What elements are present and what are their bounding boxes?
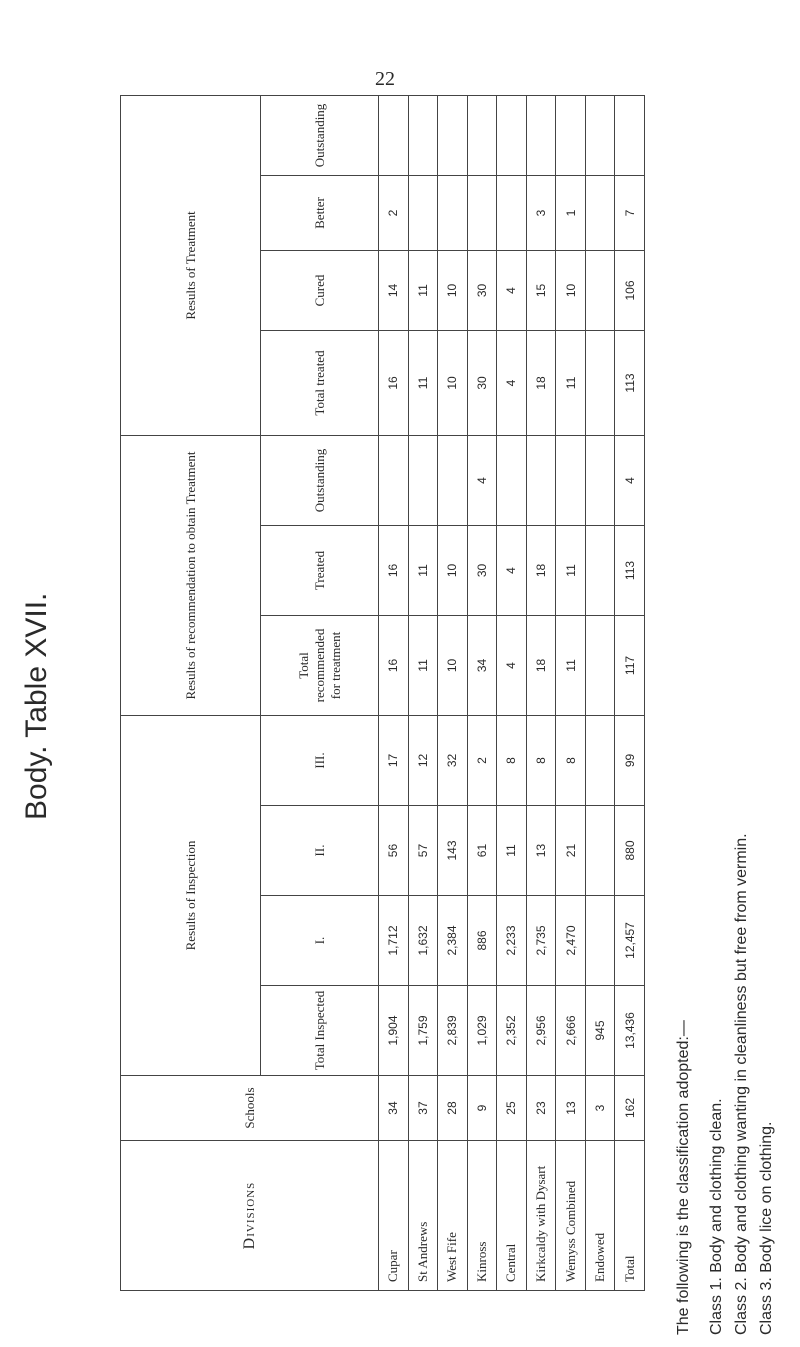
class3-cell: 2 <box>467 715 497 805</box>
header-inspection: Results of Inspection <box>121 715 261 1075</box>
total-treated-cell: 11 <box>408 330 438 435</box>
table-container <box>120 96 645 1291</box>
classification-class-3: Class 3. Body lice on clothing. <box>758 1121 775 1335</box>
division-name: Wemyss Combined <box>556 1141 586 1291</box>
total-treated-rec: 113 <box>615 525 645 615</box>
class1-cell: 2,384 <box>438 896 468 986</box>
better-cell <box>408 175 438 250</box>
class3-cell <box>585 715 615 805</box>
class1-cell <box>585 896 615 986</box>
class3-cell: 32 <box>438 715 468 805</box>
header-treated: Treated <box>261 525 379 615</box>
better-cell <box>438 175 468 250</box>
outstanding2-cell <box>438 95 468 175</box>
inspected-cell: 1,029 <box>467 986 497 1076</box>
outstanding2-cell <box>526 95 556 175</box>
table-row <box>497 95 527 1290</box>
header-cured: Cured <box>261 250 379 330</box>
schools-cell: 37 <box>408 1076 438 1141</box>
recommended-cell <box>585 615 615 715</box>
inspected-cell: 1,759 <box>408 986 438 1076</box>
schools-cell: 9 <box>467 1076 497 1141</box>
total-treated-cell <box>585 330 615 435</box>
inspected-cell: 2,352 <box>497 986 527 1076</box>
schools-cell: 25 <box>497 1076 527 1141</box>
total-class3: 99 <box>615 715 645 805</box>
treated-cell: 16 <box>379 525 409 615</box>
table-row <box>408 95 438 1290</box>
treated-cell: 18 <box>526 525 556 615</box>
inspected-cell: 945 <box>585 986 615 1076</box>
total-treated-cell: 16 <box>379 330 409 435</box>
better-cell: 1 <box>556 175 586 250</box>
recommended-cell: 16 <box>379 615 409 715</box>
classification-class-2: Class 2. Body and clothing wanting in cleanliness but free from vermin. <box>733 833 750 1335</box>
table-row <box>379 95 409 1290</box>
class2-cell: 57 <box>408 806 438 896</box>
division-name: Kinross <box>467 1141 497 1291</box>
division-name: Kirkcaldy with Dysart <box>526 1141 556 1291</box>
inspected-cell: 1,904 <box>379 986 409 1076</box>
inspected-cell: 2,839 <box>438 986 468 1076</box>
treated-cell: 4 <box>497 525 527 615</box>
total-better: 7 <box>615 175 645 250</box>
outstanding2-cell <box>408 95 438 175</box>
outstanding-cell <box>408 435 438 525</box>
header-recommendation: Results of recommendation to obtain Treatment <box>121 435 261 715</box>
class1-cell: 2,233 <box>497 896 527 986</box>
division-name: West Fife <box>438 1141 468 1291</box>
table-row <box>467 95 497 1290</box>
cured-cell: 10 <box>556 250 586 330</box>
recommended-cell: 10 <box>438 615 468 715</box>
total-treated-cell: 4 <box>497 330 527 435</box>
cured-cell: 10 <box>438 250 468 330</box>
cured-cell: 30 <box>467 250 497 330</box>
total-outstanding: 4 <box>615 435 645 525</box>
total-treated-cell: 10 <box>438 330 468 435</box>
outstanding-cell <box>379 435 409 525</box>
treated-cell: 10 <box>438 525 468 615</box>
table-heading: Body. Table XVII. <box>20 592 53 820</box>
total-label: Total <box>615 1141 645 1291</box>
inspected-cell: 2,956 <box>526 986 556 1076</box>
inspected-cell: 2,666 <box>556 986 586 1076</box>
division-name: Central <box>497 1141 527 1291</box>
outstanding2-cell <box>467 95 497 175</box>
class2-cell: 13 <box>526 806 556 896</box>
schools-cell: 3 <box>585 1076 615 1141</box>
class3-cell: 8 <box>556 715 586 805</box>
schools-cell: 34 <box>379 1076 409 1141</box>
outstanding-cell: 4 <box>467 435 497 525</box>
outstanding-cell <box>438 435 468 525</box>
total-cured: 106 <box>615 250 645 330</box>
class3-cell: 17 <box>379 715 409 805</box>
better-cell <box>585 175 615 250</box>
table-row <box>585 95 615 1290</box>
better-cell <box>497 175 527 250</box>
class2-cell: 11 <box>497 806 527 896</box>
class2-cell: 56 <box>379 806 409 896</box>
treated-cell: 11 <box>556 525 586 615</box>
class2-cell <box>585 806 615 896</box>
header-total-treated: Total treated <box>261 330 379 435</box>
recommended-cell: 11 <box>408 615 438 715</box>
recommended-cell: 4 <box>497 615 527 715</box>
table-row <box>438 95 468 1290</box>
treated-cell <box>585 525 615 615</box>
header-total-recommended: Total recommended for treatment <box>261 615 379 715</box>
total-row <box>615 95 645 1290</box>
header-schools: Schools <box>121 1076 379 1141</box>
classification-intro: The following is the classification adopted:— <box>675 1020 692 1335</box>
class2-cell: 61 <box>467 806 497 896</box>
header-better: Better <box>261 175 379 250</box>
total-class1: 12,457 <box>615 896 645 986</box>
outstanding-cell <box>585 435 615 525</box>
header-treatment: Results of Treatment <box>121 95 261 435</box>
total-treated-cell: 18 <box>526 330 556 435</box>
page-number: 22 <box>375 68 395 90</box>
outstanding-cell <box>556 435 586 525</box>
outstanding2-cell <box>585 95 615 175</box>
header-total-inspected: Total Inspected <box>261 986 379 1076</box>
cured-cell: 15 <box>526 250 556 330</box>
header-divisions: Divisions <box>121 1141 379 1291</box>
class3-cell: 12 <box>408 715 438 805</box>
header-class-2: II. <box>261 806 379 896</box>
header-outstanding: Outstanding <box>261 435 379 525</box>
class3-cell: 8 <box>497 715 527 805</box>
outstanding2-cell <box>379 95 409 175</box>
cured-cell: 4 <box>497 250 527 330</box>
treated-cell: 30 <box>467 525 497 615</box>
table-row <box>556 95 586 1290</box>
schools-cell: 28 <box>438 1076 468 1141</box>
recommended-cell: 11 <box>556 615 586 715</box>
treated-cell: 11 <box>408 525 438 615</box>
total-outstanding2 <box>615 95 645 175</box>
rotated-table <box>120 96 645 1291</box>
class1-cell: 1,632 <box>408 896 438 986</box>
total-schools: 162 <box>615 1076 645 1141</box>
class2-cell: 21 <box>556 806 586 896</box>
class1-cell: 1,712 <box>379 896 409 986</box>
header-class-3: III. <box>261 715 379 805</box>
table-row <box>526 95 556 1290</box>
division-name: St Andrews <box>408 1141 438 1291</box>
class1-cell: 2,470 <box>556 896 586 986</box>
cured-cell: 14 <box>379 250 409 330</box>
total-inspected: 13,436 <box>615 986 645 1076</box>
class1-cell: 2,735 <box>526 896 556 986</box>
cured-cell: 11 <box>408 250 438 330</box>
total-total-treated: 113 <box>615 330 645 435</box>
schools-cell: 23 <box>526 1076 556 1141</box>
recommended-cell: 34 <box>467 615 497 715</box>
header-outstanding-treatment: Outstanding <box>261 95 379 175</box>
class3-cell: 8 <box>526 715 556 805</box>
total-recommended: 117 <box>615 615 645 715</box>
better-cell: 2 <box>379 175 409 250</box>
outstanding-cell <box>526 435 556 525</box>
header-class-1: I. <box>261 896 379 986</box>
total-class2: 880 <box>615 806 645 896</box>
class1-cell: 886 <box>467 896 497 986</box>
class2-cell: 143 <box>438 806 468 896</box>
better-cell: 3 <box>526 175 556 250</box>
body-table <box>120 95 645 1291</box>
division-name: Endowed <box>585 1141 615 1291</box>
total-treated-cell: 30 <box>467 330 497 435</box>
outstanding-cell <box>497 435 527 525</box>
division-name: Cupar <box>379 1141 409 1291</box>
total-treated-cell: 11 <box>556 330 586 435</box>
recommended-cell: 18 <box>526 615 556 715</box>
cured-cell <box>585 250 615 330</box>
better-cell <box>467 175 497 250</box>
classification-class-1: Class 1. Body and clothing clean. <box>708 1098 725 1335</box>
outstanding2-cell <box>556 95 586 175</box>
schools-cell: 13 <box>556 1076 586 1141</box>
outstanding2-cell <box>497 95 527 175</box>
